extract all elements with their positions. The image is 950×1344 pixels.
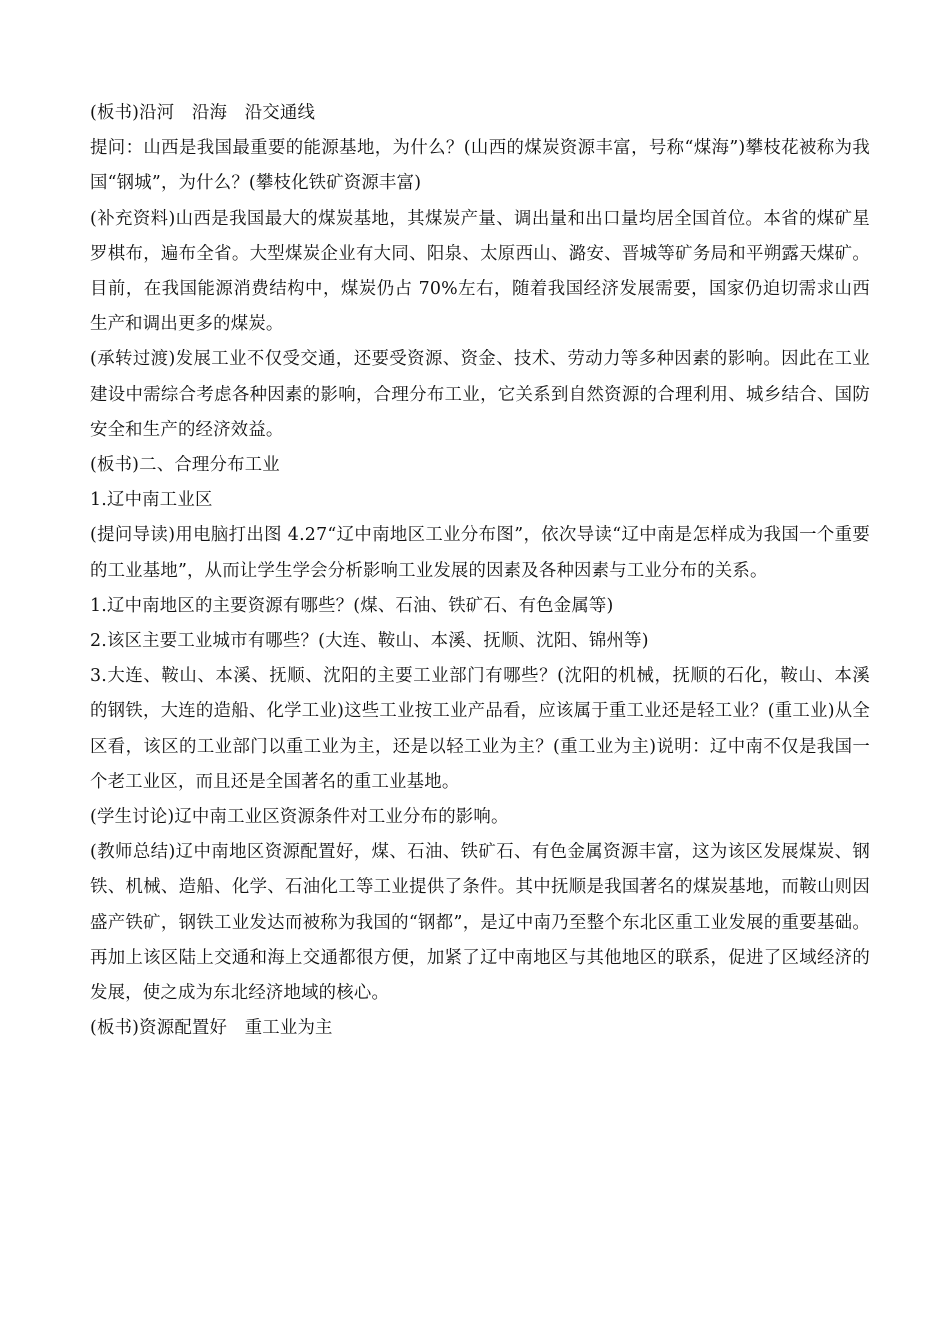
transition-paragraph: (承转过渡)发展工业不仅受交通，还要受资源、资金、技术、劳动力等多种因素的影响。因此在工业建设中需综合考虑各种因素的影响，合理分布工业，它关系到自然资源的合理利用、城乡结合、国防安全和生产的经济效益。 <box>90 349 870 440</box>
question-shanxi-panzhihua: 提问：山西是我国最重要的能源基地，为什么？(山西的煤炭资源丰富，号称“煤海”)攀枝花被称为我国“钢城”，为什么？(攀枝化铁矿资源丰富) <box>90 138 870 194</box>
board-note-summary: (板书)资源配置好 重工业为主 <box>90 1018 333 1039</box>
guided-question-paragraph: (提问导读)用电脑打出图 4.27“辽中南地区工业分布图”，依次导读“辽中南是怎样成为我国一个重要的工业基地”，从而让学生学会分析影响工业发展的因素及各种因素与工业分布的关系。 <box>90 525 870 581</box>
question-item-3: 3.大连、鞍山、本溪、抚顺、沈阳的主要工业部门有哪些？(沈阳的机械，抚顺的石化，鞍山、本溪的钢铁，大连的造船、化学工业)这些工业按工业产品看，应该属于重工业还是轻工业？(重工业)从全区看，该区的工业部门以重工业为主，还是以轻工业为主？(重工业为主)说明：辽中南不仅是我国一个老工业区，而且还是全国著名的重工业基地。 <box>90 666 870 792</box>
question-item-1: 1.辽中南地区的主要资源有哪些？(煤、石油、铁矿石、有色金属等) <box>90 595 614 616</box>
teacher-summary: (教师总结)辽中南地区资源配置好，煤、石油、铁矿石、有色金属资源丰富，这为该区发展煤炭、钢铁、机械、造船、化学、石油化工等工业提供了条件。其中抚顺是我国著名的煤炭基地，而鞍山则因盛产铁矿，钢铁工业发达而被称为我国的“钢都”，是辽中南乃至整个东北区重工业发展的重要基础。再加上该区陆上交通和海上交通都很方便，加紧了辽中南地区与其他地区的联系，促进了区域经济的发展，使之成为东北经济地域的核心。 <box>90 842 870 1004</box>
board-note-section-two: (板书)二、合理分布工业 <box>90 455 280 476</box>
subheading-liaozhongnan: 1.辽中南工业区 <box>90 490 213 511</box>
supplementary-material-shanxi: (补充资料)山西是我国最大的煤炭基地，其煤炭产量、调出量和出口量均居全国首位。本省的煤矿星罗棋布，遍布全省。大型煤炭企业有大同、阳泉、太原西山、潞安、晋城等矿务局和平朔露天煤矿。目前，在我国能源消费结构中，煤炭仍占 70%左右，随着我国经济发展需要，国家仍迫切需求山西生产和调出更多的煤炭。 <box>90 208 870 335</box>
question-item-2: 2.该区主要工业城市有哪些？(大连、鞍山、本溪、抚顺、沈阳、锦州等) <box>90 631 649 652</box>
board-note-routes: (板书)沿河 沿海 沿交通线 <box>90 103 316 123</box>
student-discussion: (学生讨论)辽中南工业区资源条件对工业分布的影响。 <box>90 807 509 828</box>
document-page <box>90 96 870 1046</box>
